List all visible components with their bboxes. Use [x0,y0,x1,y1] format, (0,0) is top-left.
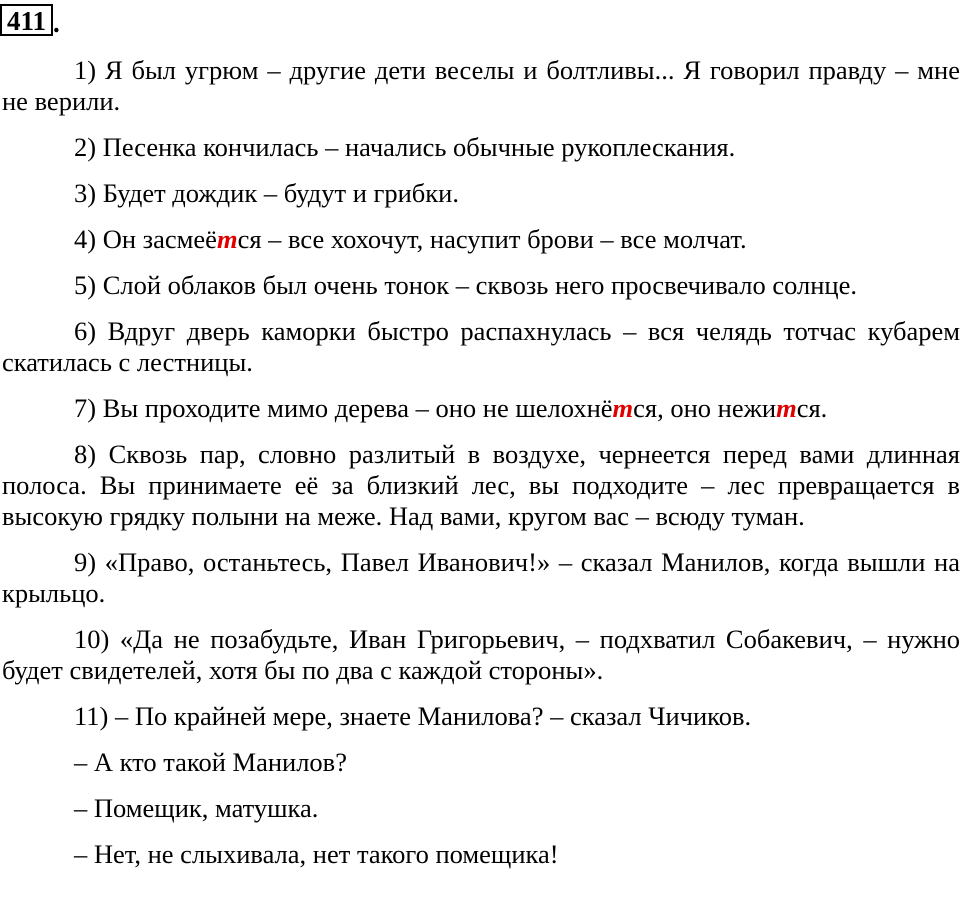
sentence-3: 3) Будет дождик – будут и грибки. [74,178,459,208]
sentence-7-middle: ся, оно нежи [633,393,777,423]
sentence-7-start: 7) Вы проходите мимо дерева – оно не шелохнё [74,393,613,423]
sentence-2: 2) Песенка кончилась – начались обычные рукоплескания. [74,132,736,162]
sentence-11: 11) – По крайней мере, знаете Манилова? – сказал Чичиков. [74,701,752,731]
exercise-number-box: 411 [0,4,53,36]
highlighted-ending: т [612,393,634,423]
sentence-5: 5) Слой облаков был очень тонок – сквозь него просвечивало солнце. [74,270,857,300]
sentence-4 [2,224,960,255]
exercise-text [2,55,960,885]
sentence-10: 10) «Да не позабудьте, Иван Григорьевич, – подхватил Собакевич, – нужно будет свидетелей, хотя бы по два с каждой стороны». [2,624,960,685]
dialogue-line-3: – Нет, не слыхивала, нет такого помещика! [74,839,559,869]
sentence-4-start: 4) Он засмеё [74,224,217,254]
sentence-9: 9) «Право, останьтесь, Павел Иванович!» – сказал Манилов, когда вышли на крыльцо. [2,547,960,608]
sentence-6: 6) Вдруг дверь каморки быстро распахнулась – вся челядь тотчас кубарем скатилась с лестницы. [2,316,960,377]
sentence-7 [2,393,960,424]
sentence-7-end: ся. [796,393,828,423]
highlighted-ending: т [776,393,797,423]
sentence-8: 8) Сквозь пар, словно разлитый в воздухе, чернеется перед вами длинная полоса. Вы принимаете её за близкий лес, вы подходите – лес превращается в высокую грядку полыни на меже. Над вами, кругом вас – всюду туман. [2,439,960,531]
sentence-4-end: ся – все хохочут, насупит брови – все молчат. [237,224,747,254]
dialogue-line-2: – Помещик, матушка. [74,793,319,823]
exercise-number-dot: . [53,8,60,38]
exercise-number [0,4,60,36]
dialogue-line-1: – А кто такой Манилов? [74,747,347,777]
sentence-1: 1) Я был угрюм – другие дети веселы и болтливы... Я говорил правду – мне не верили. [2,55,960,116]
highlighted-ending: т [216,224,238,254]
